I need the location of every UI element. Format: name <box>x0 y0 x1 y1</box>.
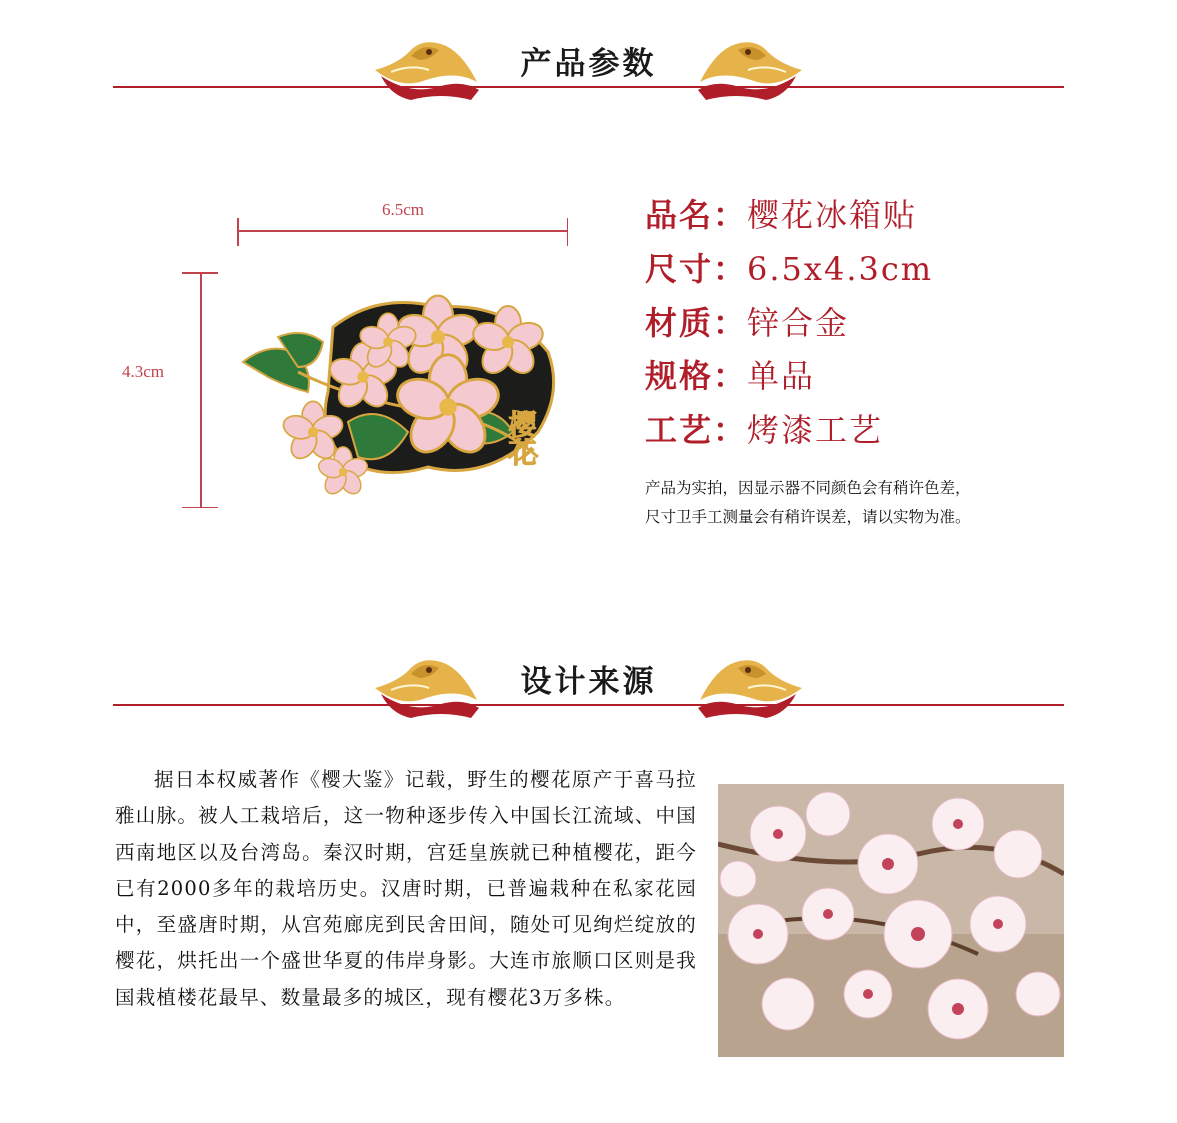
design-origin-paragraph: 据日本权威著作《樱大鉴》记载，野生的樱花原产于喜马拉雅山脉。被人工栽培后，这一物种逐步传入中国长江流域、中国西南地区以及台湾岛。秦汉时期，宫廷皇族就已种植樱花，距今已有2000多年的栽培历史。汉唐时期，已普遍栽种在私家花园中，至盛唐时期，从宫苑廊庑到民舍田间，随处可见绚烂绽放的樱花，烘托出一个盛世华夏的伟岸身影。大连市旅顺口区则是我国栽植楼花最早、数量最多的城区，现有樱花3万多株。 <box>115 768 697 1009</box>
spec-material: 材质：锌合金 <box>645 304 850 342</box>
spec-size: 尺寸：6.5x4.3cm <box>645 250 934 288</box>
cherry-blossom-photo <box>718 784 1064 1057</box>
right-phoenix-ornament-icon <box>696 648 806 718</box>
params-section-header <box>113 30 1064 100</box>
width-dimension-line <box>237 218 568 246</box>
spec-name: 品名：樱花冰箱贴 <box>645 196 918 234</box>
disclaimer-line-1: 产品为实拍，因显示器不同颜色会有稍许色差， <box>645 479 971 497</box>
right-phoenix-ornament-icon <box>696 30 806 100</box>
design-section-title: 设计来源 <box>520 664 657 700</box>
spec-format: 规格：单品 <box>645 357 816 395</box>
header-divider-line <box>113 704 1064 706</box>
disclaimer-line-2: 尺寸卫手工测量会有稍许误差，请以实物为准。 <box>645 508 971 526</box>
pin-inscription: 樱花 <box>504 410 538 466</box>
params-section-title: 产品参数 <box>520 46 657 82</box>
cherry-blossom-magnet-image <box>238 282 568 497</box>
height-dimension-label: 4.3cm <box>122 362 165 381</box>
height-dimension-line <box>182 272 218 508</box>
width-dimension-label: 6.5cm <box>382 200 425 219</box>
spec-craft: 工艺：烤漆工艺 <box>645 411 884 449</box>
design-section-header <box>113 648 1064 718</box>
header-divider-line <box>113 86 1064 88</box>
